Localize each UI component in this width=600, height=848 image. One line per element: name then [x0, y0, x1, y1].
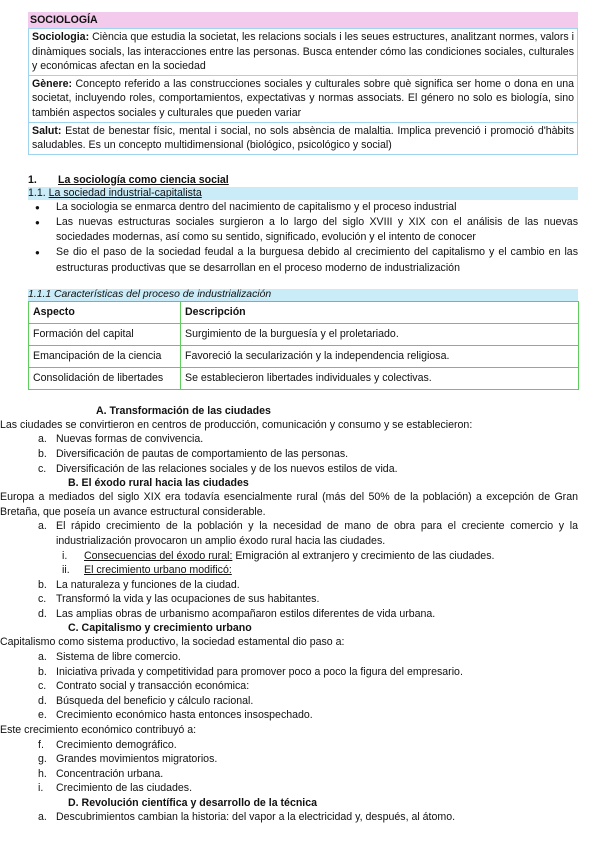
- table-cell: Favoreció la secularización y la independencia religiosa.: [181, 345, 579, 367]
- list-item: [28, 578, 578, 593]
- list-item: ● Las nuevas estructuras sociales surgieron a lo largo del siglo XVIII y XIX con el análisis de las nuevas sociedades modernas, así como su sentido, significado, evolución y el intento de conocer: [28, 215, 578, 245]
- table-row: [29, 367, 579, 389]
- table-cell: Consolidación de libertades: [29, 367, 181, 389]
- alpha-list: [28, 650, 578, 723]
- list-label: i.: [62, 549, 68, 562]
- alpha-list: [28, 519, 578, 548]
- list-item: [28, 447, 578, 462]
- list-text: Crecimiento demográfico.: [56, 738, 177, 751]
- list-label: c.: [38, 593, 47, 606]
- list-text: Concentración urbana.: [56, 767, 164, 780]
- list-underlined: Consecuencias del éxodo rural:: [84, 549, 233, 562]
- table-header-row: [29, 301, 579, 323]
- list-label: a.: [38, 433, 47, 446]
- list-label: c.: [38, 680, 47, 693]
- list-text: Crecimiento económico hasta entonces insospechado.: [56, 709, 313, 722]
- section-title: La sociología como ciencia social: [58, 173, 229, 186]
- list-text: Descubrimientos cambian la historia: del vapor a la electricidad y, después, al átomo.: [56, 811, 456, 824]
- list-item: ● La sociologia se enmarca dentro del nacimiento de capitalismo y el proceso industrial: [28, 200, 578, 215]
- list-label: a.: [38, 520, 47, 533]
- list-item: [28, 563, 578, 578]
- list-text: Diversificación de las relaciones sociales y de los nuevos estilos de vida.: [56, 462, 398, 475]
- list-label: f.: [38, 738, 44, 751]
- list-underlined: El crecimiento urbano modificó:: [84, 564, 232, 577]
- list-label: d.: [38, 607, 47, 620]
- list-label: i.: [38, 782, 44, 795]
- list-item: [28, 650, 578, 665]
- roman-list: [28, 549, 578, 578]
- list-label: b.: [38, 447, 47, 460]
- list-text: Las amplias obras de urbanismo acompañaron estilos diferentes de vida urbana.: [56, 607, 436, 620]
- table-cell: Formación del capital: [29, 323, 181, 345]
- heading-exodo: B. El éxodo rural hacia las ciudades: [68, 477, 249, 490]
- list-label: b.: [38, 578, 47, 591]
- list-label: g.: [38, 753, 47, 766]
- list-item: ● Se dio el paso de la sociedad feudal a la burguesa debido al crecimiento del capitalismo y el cambio en las estructuras productivas que se desarrollan en el proceso moderno de industrialización: [28, 245, 578, 275]
- list-text: Búsqueda del beneficio y cálculo racional.: [56, 694, 254, 707]
- list-text: Contrato social y transacción económica:: [56, 680, 250, 693]
- table-row: [29, 345, 579, 367]
- list-item: [28, 519, 578, 548]
- list-label: h.: [38, 767, 47, 780]
- list-item: [28, 752, 578, 767]
- list-item: [28, 738, 578, 753]
- alpha-list: [28, 578, 578, 622]
- list-item: [28, 781, 578, 796]
- section-number: 1.: [28, 173, 37, 186]
- definition-sociologia: [28, 28, 578, 76]
- definition-text: Estat de benestar físic, mental i social, no sols absència de malaltia. Implica prevenció i promoció d'hàbits saludables. Es un concepto multidimensional (biológico, psicológico y social): [32, 124, 574, 152]
- list-item: [28, 462, 578, 477]
- list-item: [28, 592, 578, 607]
- list-text: Emigración al extranjero y crecimiento de las ciudades.: [232, 549, 495, 562]
- definition-salut: [28, 123, 578, 155]
- definition-genere: [28, 76, 578, 123]
- table-header: Aspecto: [29, 301, 181, 323]
- heading-revolucion: D. Revolución científica y desarrollo de la técnica: [68, 797, 318, 810]
- table-cell: Emancipación de la ciencia: [29, 345, 181, 367]
- list-label: e.: [38, 709, 47, 722]
- document-page: [0, 12, 578, 825]
- table-row: [29, 323, 579, 345]
- definition-text: Ciència que estudia la societat, les relacions socials i les seues estructures, analitzant normes, valors i dinàmiques socials, las interacciones entre las personas. Busca entender cómo las condiciones sociales, culturales y económicas afectan en la sociedad: [32, 31, 574, 73]
- list-item: [28, 607, 578, 622]
- bullet-list: [28, 200, 578, 276]
- paragraph: Capitalismo como sistema productivo, la sociedad estamental dio paso a:: [0, 636, 345, 649]
- list-label: a.: [38, 811, 47, 824]
- page-title: SOCIOLOGÍA: [28, 12, 578, 28]
- list-item: [28, 810, 578, 825]
- list-text: Nuevas formas de convivencia.: [56, 433, 204, 446]
- list-item: [28, 708, 578, 723]
- definition-term: Salut:: [32, 124, 62, 137]
- list-text: La naturaleza y funciones de la ciudad.: [56, 578, 240, 591]
- list-item: [28, 549, 578, 564]
- alpha-list: [28, 738, 578, 796]
- list-label: ii.: [62, 564, 70, 577]
- list-text: Transformó la vida y las ocupaciones de sus habitantes.: [56, 593, 320, 606]
- characteristics-table: [28, 301, 579, 390]
- paragraph: Este crecimiento económico contribuyó a:: [0, 724, 197, 737]
- list-label: c.: [38, 462, 47, 475]
- table-cell: Se establecieron libertades individuales y colectivas.: [181, 367, 579, 389]
- alpha-list: [28, 432, 578, 476]
- definition-text: Concepto referido a las construcciones sociales y culturales sobre què significa ser home o dona en una societat, incluyendo roles, comportamientos, expectativas y normas associats. El género no solo es biología, sino también aspectos sociales y culturales que pueden variar: [32, 77, 574, 119]
- list-label: a.: [38, 651, 47, 664]
- paragraph: Europa a mediados del siglo XIX era todavía esencialmente rural (más del 50% de la población) a excepción de Gran Bretaña, que poseía un avance estructural considerable.: [0, 491, 578, 518]
- definition-term: Gènere:: [32, 77, 73, 90]
- section-heading: [28, 173, 578, 187]
- list-label: b.: [38, 665, 47, 678]
- list-text: Crecimiento de las ciudades.: [56, 782, 193, 795]
- subsection-number: 1.1.: [28, 186, 46, 199]
- list-text: Diversificación de pautas de comportamiento de las personas.: [56, 447, 349, 460]
- list-text: Iniciativa privada y competitividad para promover poco a poco la figura del empresario.: [56, 665, 463, 678]
- list-text: Sistema de libre comercio.: [56, 651, 181, 664]
- list-text: El rápido crecimiento de la población y la necesidad de mano de obra para el creciente comercio y la industrialización provocaron un amplio éxodo rural hacia las ciudades.: [56, 520, 578, 547]
- table-cell: Surgimiento de la burguesía y el proletariado.: [181, 323, 579, 345]
- heading-transformacion: A. Transformación de las ciudades: [96, 404, 271, 417]
- subsection-heading: [28, 187, 578, 200]
- table-header: Descripción: [181, 301, 579, 323]
- alpha-list: [28, 810, 578, 825]
- definition-term: Sociologia:: [32, 31, 90, 43]
- list-text: Grandes movimientos migratorios.: [56, 753, 218, 766]
- list-label: d.: [38, 694, 47, 707]
- list-item: [28, 665, 578, 680]
- heading-capitalismo: C. Capitalismo y crecimiento urbano: [68, 622, 252, 635]
- list-item: [28, 679, 578, 694]
- list-item: [28, 694, 578, 709]
- paragraph: Las ciudades se convirtieron en centros de producción, comunicación y consumo y se establecieron:: [0, 418, 473, 431]
- subsubsection-heading: 1.1.1 Características del proceso de industrialización: [28, 289, 578, 301]
- list-item: [28, 767, 578, 782]
- subsection-title: La sociedad industrial-capitalista: [48, 186, 202, 199]
- list-item: [28, 432, 578, 447]
